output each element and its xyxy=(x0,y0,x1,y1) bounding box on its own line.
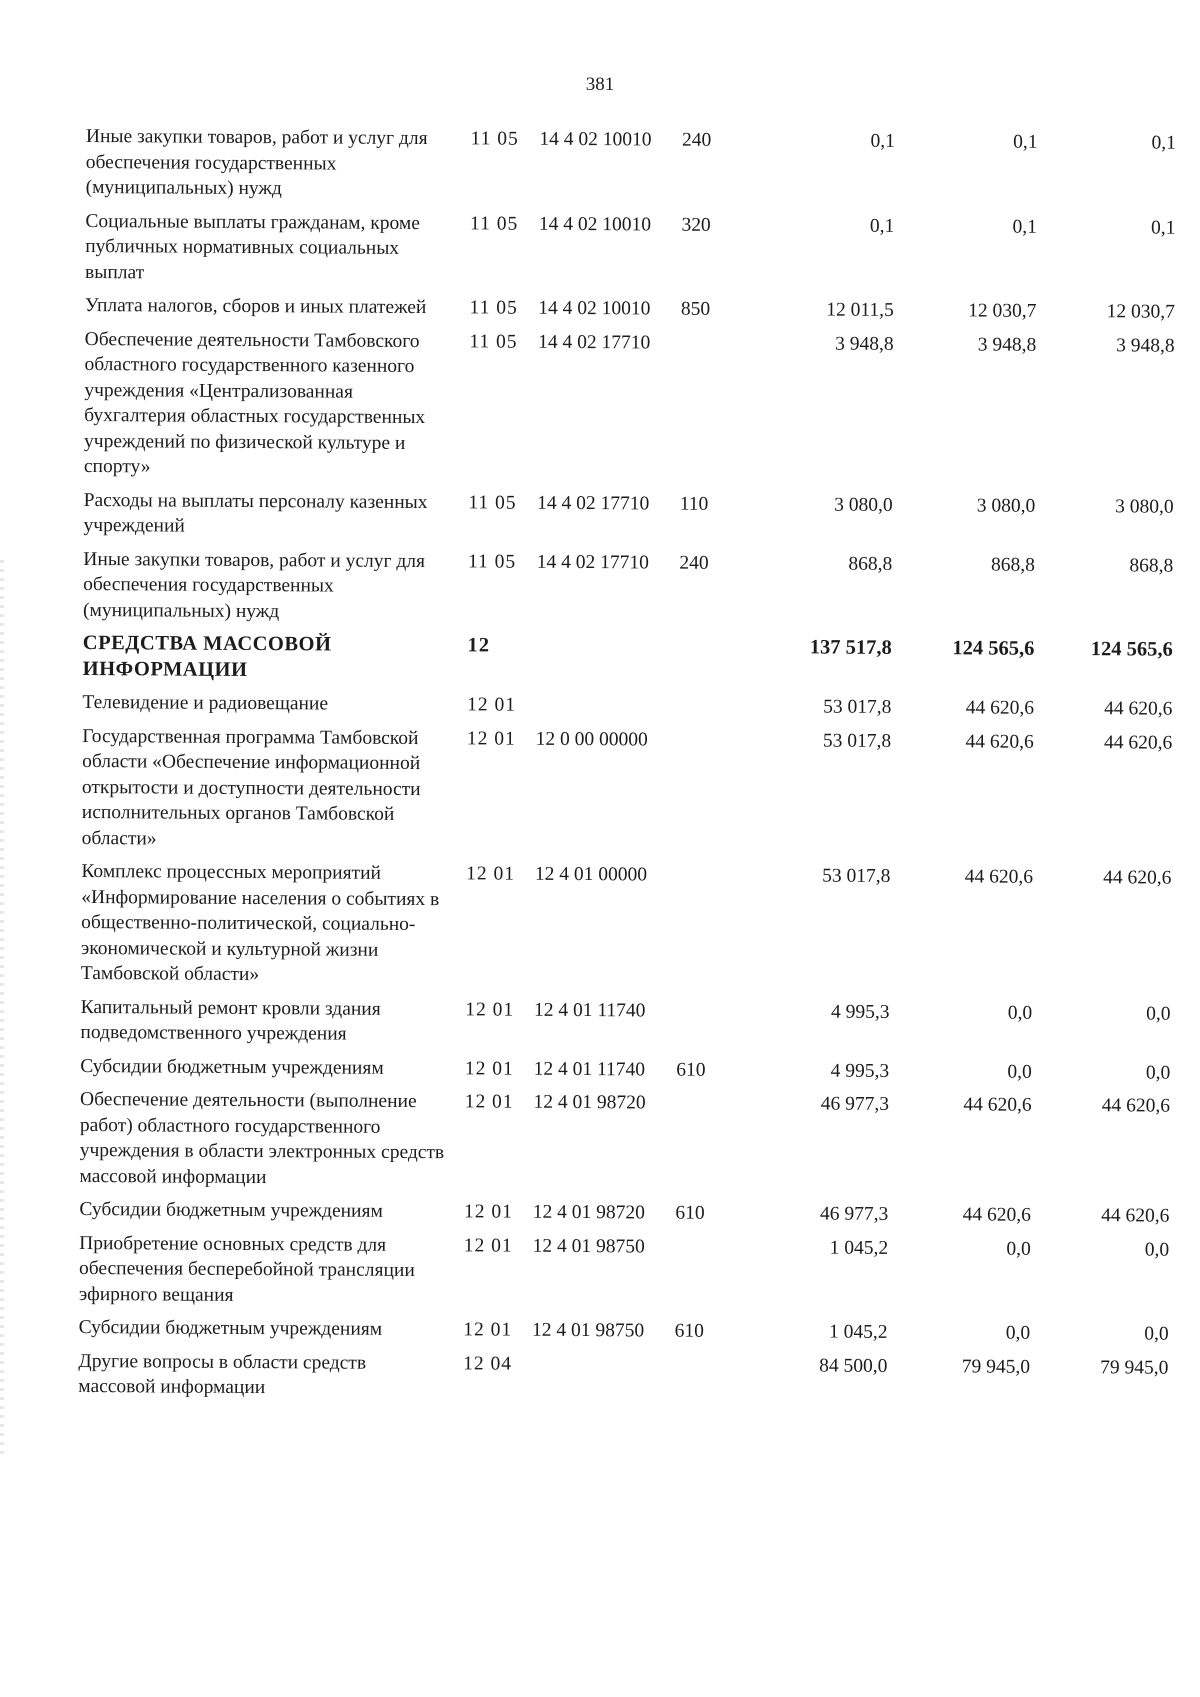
row-name: Субсидии бюджетным учреждениям xyxy=(78,1316,383,1340)
row-value-1: 4 995,3 xyxy=(830,1060,890,1082)
row-expense-type xyxy=(676,1091,741,1201)
row-expense-type: 240 xyxy=(679,552,709,574)
row-value-3: 3 948,8 xyxy=(1116,334,1175,357)
row-value-1: 868,8 xyxy=(848,553,893,575)
row-value-1: 84 500,0 xyxy=(819,1355,888,1377)
row-name: Приобретение основных средств для обеспечения бесперебойной трансляции эфирного вещания xyxy=(78,1232,415,1306)
row-name: Иные закупки товаров, работ и услуг для обеспечения государственных (муниципальных) нужд xyxy=(82,548,426,622)
row-value-3: 0,0 xyxy=(1145,1061,1171,1084)
row-value-3: 12 030,7 xyxy=(1106,301,1175,323)
row-value-2: 0,0 xyxy=(1006,1238,1031,1260)
row-value-1: 3 948,8 xyxy=(835,333,894,355)
row-name: Обеспечение деятельности (выполнение работ) областного государственного учреждения в области электронных средств массовой информации xyxy=(79,1088,445,1188)
row-value-1: 3 080,0 xyxy=(834,494,893,516)
row-target-code xyxy=(532,1351,675,1411)
row-value-1: 0,1 xyxy=(869,215,895,237)
row-target-code: 12 4 01 00000 xyxy=(534,863,648,886)
row-name: Субсидии бюджетным учреждениям xyxy=(79,1198,383,1222)
row-expense-type: 110 xyxy=(679,493,709,515)
row-expense-type xyxy=(678,694,742,728)
row-value-2: 44 620,6 xyxy=(963,1094,1032,1116)
table-row xyxy=(79,1087,1170,1204)
row-name: Комплекс процессных мероприятий «Информирование населения о событиях в общественно-политической, социально-экономической и культурной жизни Тамбовской области» xyxy=(80,860,440,986)
page-number: 381 xyxy=(585,74,615,95)
table-row xyxy=(83,546,1173,637)
row-section-code: 12 xyxy=(467,634,491,657)
row-value-2: 0,0 xyxy=(1007,1002,1033,1024)
row-value-1: 1 045,2 xyxy=(829,1321,888,1343)
row-name: Капитальный ремонт кровли здания подведомственного учреждения xyxy=(80,996,381,1045)
budget-table xyxy=(78,124,1176,1414)
row-name: Расходы на выплаты персоналу казенных учреждений xyxy=(83,489,428,537)
row-target-code: 14 4 02 17710 xyxy=(536,551,649,573)
row-value-3: 44 620,6 xyxy=(1103,731,1173,754)
row-value-3: 44 620,6 xyxy=(1101,1095,1171,1117)
row-section-code: 12 01 xyxy=(465,998,515,1021)
row-section-code: 11 05 xyxy=(467,550,517,573)
row-section-code: 12 01 xyxy=(467,694,517,716)
table-row xyxy=(80,994,1170,1060)
row-section-code: 12 01 xyxy=(466,863,516,885)
row-name: Государственная программа Тамбовской области «Обеспечение информационной открытости и доступности деятельности исполнительных органов Тамбовской области» xyxy=(81,725,421,849)
row-section-code: 12 01 xyxy=(466,727,516,750)
table-row xyxy=(78,1348,1168,1414)
table-row xyxy=(84,326,1175,494)
row-value-1: 4 995,3 xyxy=(830,1001,890,1023)
row-section-code: 12 01 xyxy=(463,1201,513,1223)
row-value-1: 0,1 xyxy=(870,130,895,152)
table-row xyxy=(83,487,1173,553)
row-value-3: 3 080,0 xyxy=(1115,495,1174,518)
row-section-code: 12 04 xyxy=(463,1352,513,1375)
row-value-1: 46 977,3 xyxy=(819,1203,889,1225)
row-section-code: 11 05 xyxy=(469,297,518,319)
row-target-code: 14 4 02 17710 xyxy=(537,492,650,514)
row-value-2: 124 565,6 xyxy=(952,637,1035,660)
row-value-3: 0,1 xyxy=(1150,217,1176,239)
scan-margin-artifact xyxy=(0,560,4,1460)
table-row xyxy=(81,859,1172,1001)
row-target-code: 14 4 02 10010 xyxy=(539,128,652,151)
row-value-2: 79 945,0 xyxy=(961,1355,1031,1378)
row-expense-type: 610 xyxy=(674,1320,705,1342)
row-value-3: 868,8 xyxy=(1129,554,1174,577)
row-expense-type xyxy=(676,998,740,1057)
row-expense-type: 240 xyxy=(681,129,712,151)
row-value-2: 0,0 xyxy=(1007,1061,1032,1083)
row-section-code: 11 05 xyxy=(468,491,517,514)
row-value-2: 0,1 xyxy=(1012,216,1038,238)
table-row xyxy=(85,208,1175,299)
row-value-2: 3 080,0 xyxy=(976,494,1036,517)
row-target-code: 14 4 02 10010 xyxy=(538,213,652,235)
row-target-code: 14 4 02 17710 xyxy=(538,331,651,353)
row-value-1: 46 977,3 xyxy=(820,1093,890,1115)
budget-table-body xyxy=(78,124,1176,1414)
row-target-code: 12 4 01 98720 xyxy=(532,1201,646,1224)
row-target-code xyxy=(536,634,679,694)
row-expense-type: 320 xyxy=(681,214,711,236)
row-expense-type xyxy=(674,1352,738,1411)
row-value-1: 1 045,2 xyxy=(829,1237,889,1259)
row-target-code xyxy=(536,693,679,727)
row-value-2: 44 620,6 xyxy=(965,730,1034,753)
row-name: СРЕДСТВА МАССОВОЙ ИНФОРМАЦИИ xyxy=(82,631,332,681)
row-value-2: 44 620,6 xyxy=(965,697,1035,719)
row-value-1: 53 017,8 xyxy=(822,865,891,887)
row-expense-type xyxy=(680,330,745,491)
row-expense-type: 610 xyxy=(675,1202,705,1224)
row-name: Иные закупки товаров, работ и услуг для обеспечения государственных (муниципальных) нужд xyxy=(85,125,428,200)
row-value-3: 44 620,6 xyxy=(1103,867,1172,889)
row-name: Социальные выплаты гражданам, кроме публичных нормативных социальных выплат xyxy=(85,210,420,283)
row-value-3: 0,0 xyxy=(1146,1002,1171,1025)
row-value-2: 3 948,8 xyxy=(977,333,1037,356)
row-section-code: 11 05 xyxy=(469,330,518,353)
row-target-code: 12 4 01 98750 xyxy=(532,1235,645,1257)
row-section-code: 12 01 xyxy=(464,1091,514,1113)
row-expense-type: 610 xyxy=(676,1059,706,1081)
row-name: Уплата налогов, сборов и иных платежей xyxy=(84,294,427,319)
row-value-3: 44 620,6 xyxy=(1101,1205,1170,1227)
row-target-code: 12 4 01 98750 xyxy=(532,1319,645,1342)
row-value-2: 0,0 xyxy=(1005,1322,1031,1344)
row-value-1: 137 517,8 xyxy=(809,636,892,659)
row-value-3: 0,1 xyxy=(1151,132,1176,154)
row-value-1: 53 017,8 xyxy=(823,696,892,718)
row-value-3: 0,0 xyxy=(1144,1323,1169,1345)
row-expense-type: 850 xyxy=(680,298,711,320)
row-name: Субсидии бюджетным учреждениям xyxy=(80,1055,384,1079)
row-target-code: 14 4 02 10010 xyxy=(538,297,651,320)
row-name: Обеспечение деятельности Тамбовского областного государственного казенного учреждения «Централизованная бухгалтерия областных государственных учреждений по физической культуре и спорту» xyxy=(83,328,426,478)
row-expense-type xyxy=(675,1234,739,1319)
row-value-2: 44 620,6 xyxy=(962,1204,1031,1226)
table-row xyxy=(83,631,1173,697)
row-target-code: 12 4 01 11740 xyxy=(533,999,646,1021)
row-section-code: 11 05 xyxy=(470,128,519,150)
row-name: Другие вопросы в области средств массовой информации xyxy=(78,1350,367,1399)
row-value-3: 0,0 xyxy=(1144,1238,1170,1261)
row-target-code: 12 4 01 98720 xyxy=(533,1091,646,1114)
row-value-2: 12 030,7 xyxy=(968,300,1037,322)
row-value-2: 44 620,6 xyxy=(964,866,1034,888)
table-row xyxy=(82,723,1173,865)
row-section-code: 11 05 xyxy=(470,212,519,235)
row-target-code: 12 4 01 11740 xyxy=(533,1058,646,1080)
row-expense-type xyxy=(677,863,742,999)
row-section-code: 12 01 xyxy=(464,1057,514,1080)
row-value-3: 44 620,6 xyxy=(1104,698,1173,720)
row-value-1: 12 011,5 xyxy=(826,299,894,321)
row-value-3: 79 945,0 xyxy=(1100,1356,1169,1379)
table-row xyxy=(79,1230,1169,1321)
row-target-code: 12 0 00 00000 xyxy=(535,728,648,750)
table-row xyxy=(85,124,1175,215)
row-section-code: 12 01 xyxy=(463,1319,513,1341)
row-section-code: 12 01 xyxy=(463,1234,513,1257)
row-value-3: 124 565,6 xyxy=(1090,638,1173,661)
row-value-1: 53 017,8 xyxy=(822,730,892,752)
row-value-2: 868,8 xyxy=(990,554,1035,576)
row-expense-type xyxy=(678,727,743,863)
row-value-2: 0,1 xyxy=(1013,131,1038,153)
row-name: Телевидение и радиовещание xyxy=(82,691,329,715)
row-expense-type xyxy=(679,635,743,694)
